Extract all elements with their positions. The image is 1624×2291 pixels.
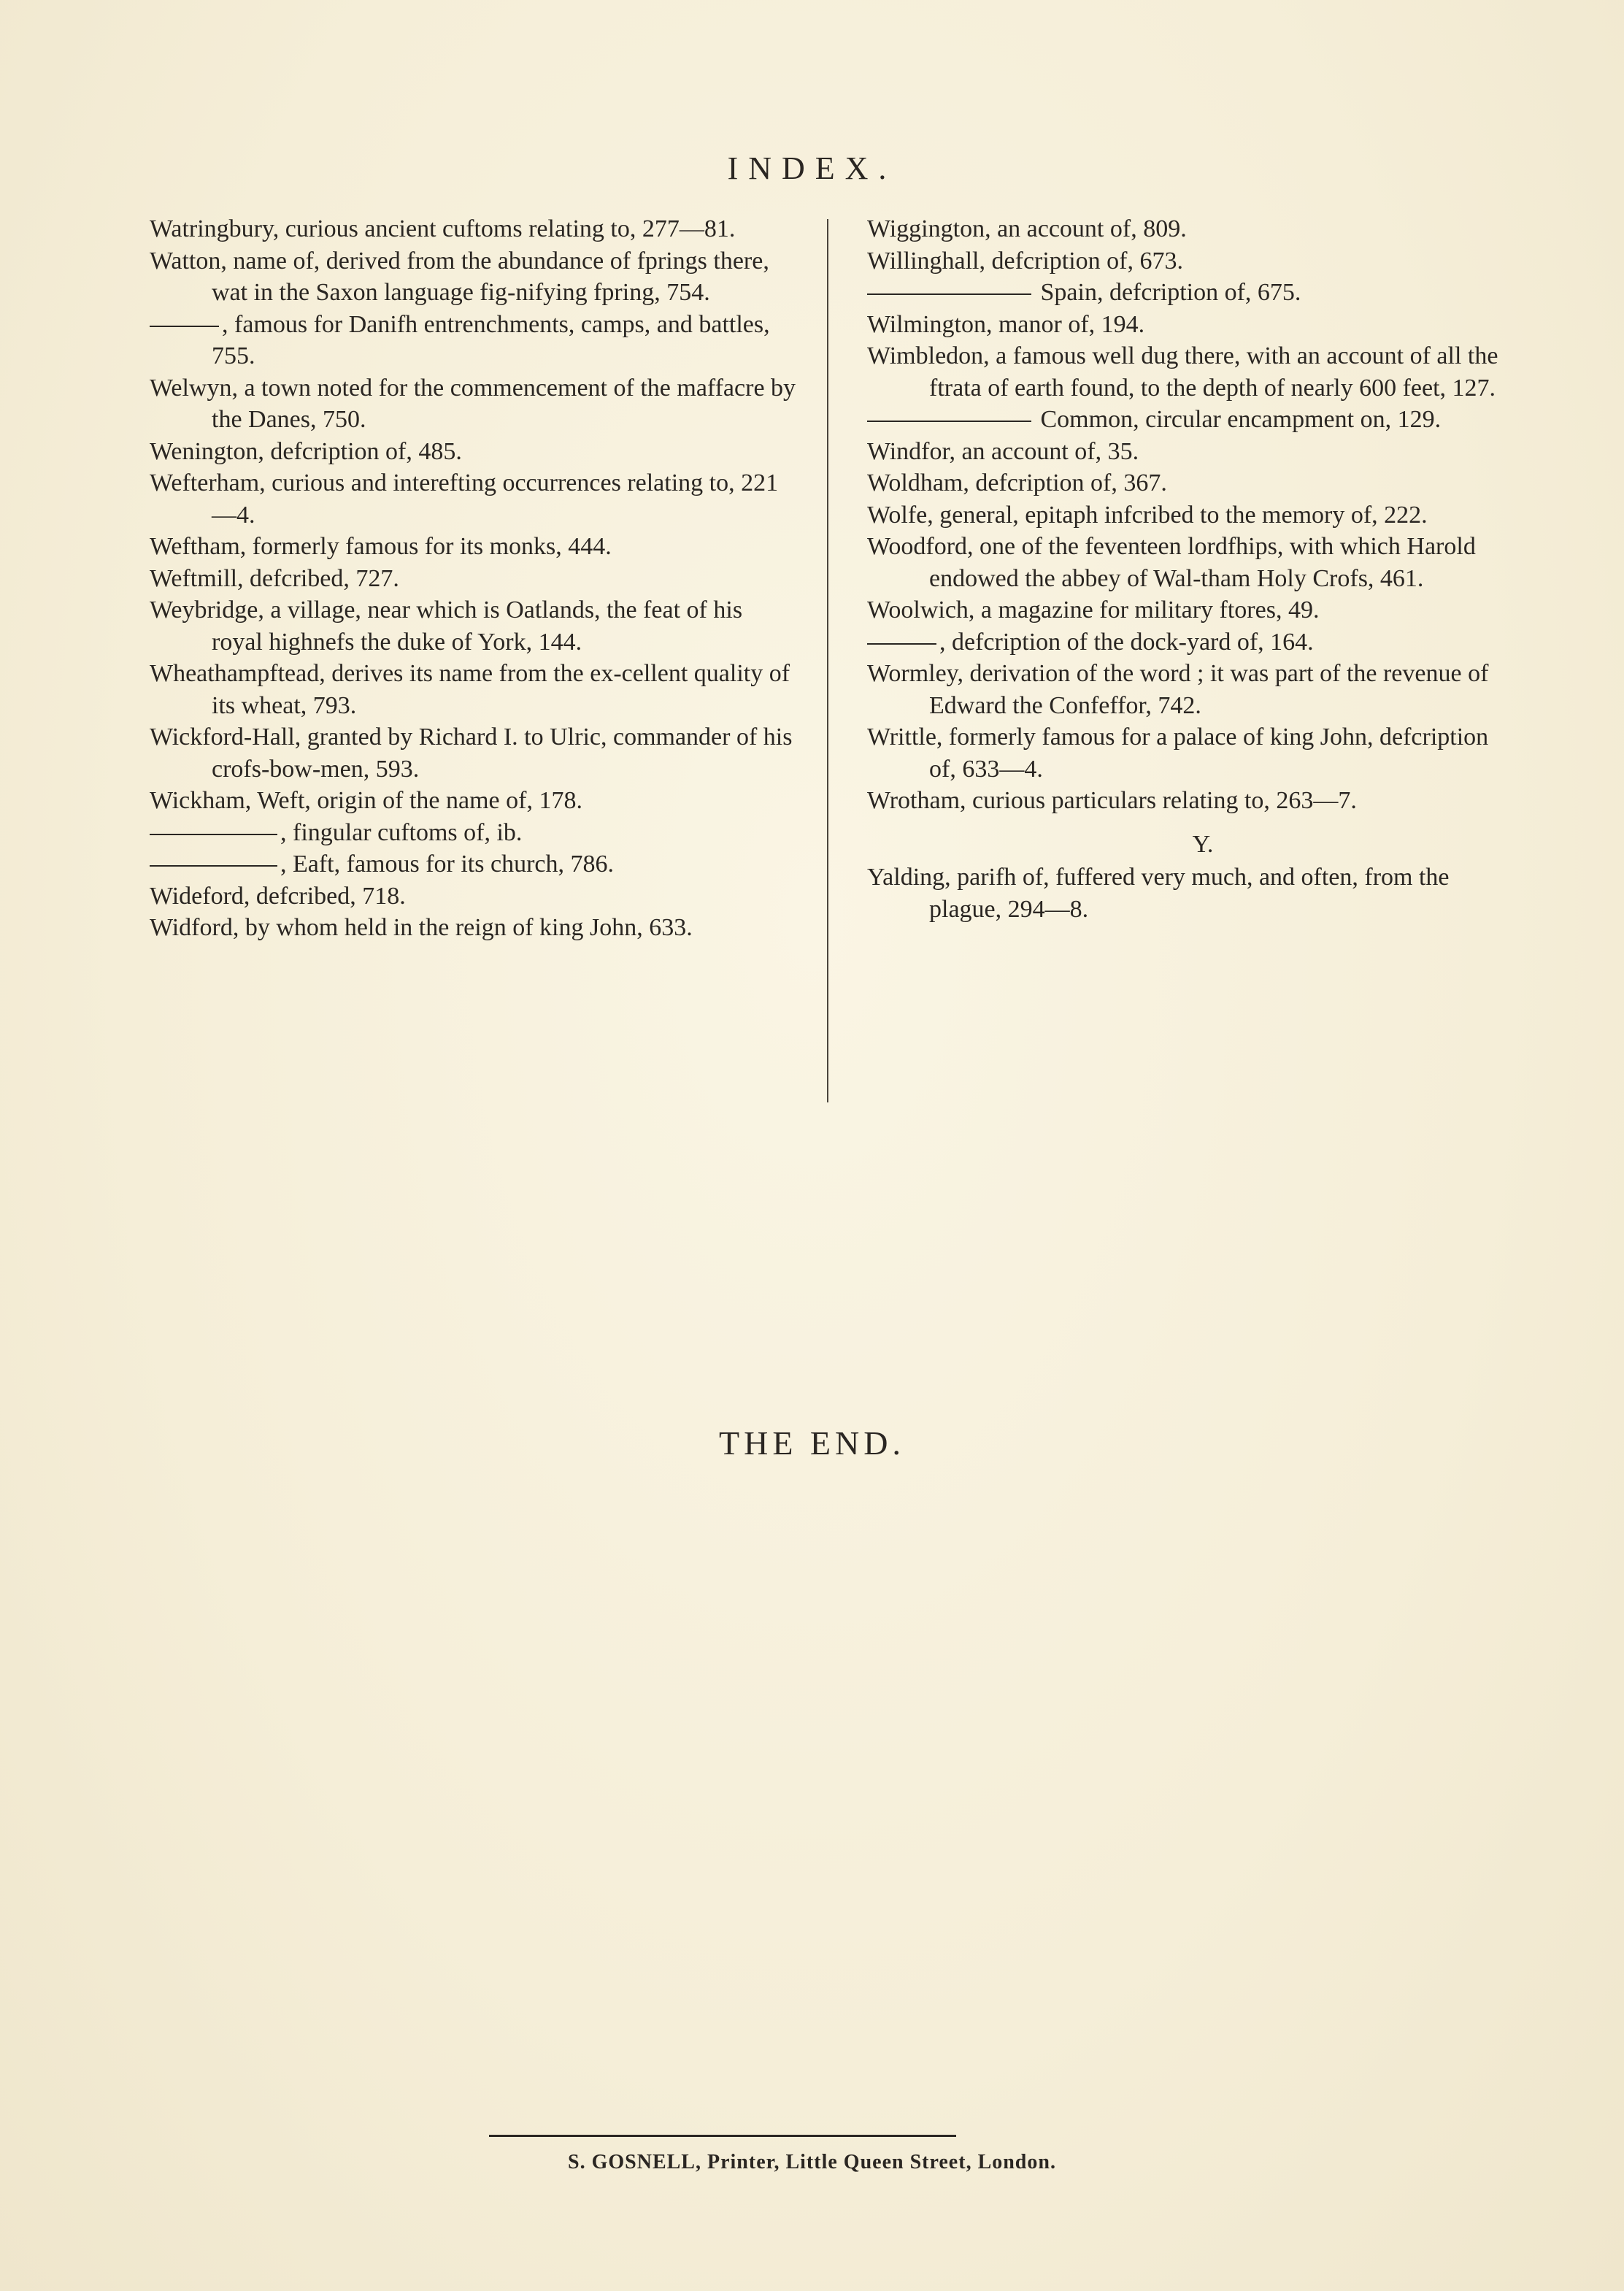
right-column-entries <box>867 213 1509 817</box>
index-entry <box>150 658 799 721</box>
index-entry-text: Wolfe, general, epitaph infcribed to the memory of, 222. <box>867 501 1428 529</box>
index-entry-text: Writtle, formerly famous for a palace of king John, defcription of, 633—4. <box>867 724 1489 783</box>
index-entry <box>150 309 799 372</box>
index-entry-text: Willinghall, defcription of, 673. <box>867 247 1183 275</box>
page-title: INDEX. <box>727 150 897 186</box>
index-entry-text: Spain, defcription of, 675. <box>1040 279 1301 306</box>
index-column-right <box>867 213 1509 925</box>
printer-imprint: S. GOSNELL, Printer, Little Queen Street, London. <box>568 2151 1056 2173</box>
index-entry-text: Watton, name of, derived from the abundance of fprings there, wat in the Saxon language fig-nifying fpring, 754. <box>150 247 769 306</box>
index-entry-text: Wideford, defcribed, 718. <box>150 882 406 910</box>
ditto-rule <box>867 293 1031 295</box>
index-entry <box>867 245 1509 277</box>
index-entry-text: , Eaft, famous for its church, 786. <box>280 851 614 878</box>
index-entry-text: Woolwich, a magazine for military ftores, 49. <box>867 596 1320 623</box>
index-entry-text: Wickford-Hall, granted by Richard I. to Ulric, commander of his crofs-bow-men, 593. <box>150 724 793 783</box>
index-entry-text: Wickham, Weft, origin of the name of, 178. <box>150 787 582 814</box>
index-entry <box>150 912 799 944</box>
index-entry <box>867 594 1509 626</box>
section-letter-y: Y. <box>1192 830 1214 858</box>
index-entry-text: Wiggington, an account of, 809. <box>867 215 1187 242</box>
index-entry-text: Wrotham, curious particulars relating to, 263—7. <box>867 787 1357 814</box>
index-entry <box>867 499 1509 532</box>
index-entry <box>150 721 799 785</box>
index-entry <box>867 404 1509 436</box>
index-entry-text: Common, circular encampment on, 129. <box>1040 406 1442 433</box>
index-entry <box>867 340 1509 404</box>
index-entry <box>867 785 1509 817</box>
imprint-rule <box>489 2135 956 2137</box>
index-entry <box>867 658 1509 721</box>
index-entry <box>867 626 1509 659</box>
ditto-rule <box>867 421 1031 422</box>
index-entry-text: Wheathampftead, derives its name from the ex-cellent quality of its wheat, 793. <box>150 660 790 719</box>
index-entry-text: Woodford, one of the feventeen lordfhips, with which Harold endowed the abbey of Wal-tham Holy Crofs, 461. <box>867 533 1476 592</box>
index-entry <box>150 531 799 563</box>
index-entry <box>150 372 799 436</box>
index-entry-text: Widford, by whom held in the reign of king John, 633. <box>150 914 693 941</box>
index-entry-text: Wormley, derivation of the word ; it was part of the revenue of Edward the Confeffor, 742. <box>867 660 1489 719</box>
index-entry-text: , fingular cuftoms of, ib. <box>280 818 523 846</box>
index-entry-text: Wimbledon, a famous well dug there, with an account of all the ftrata of earth found, to the depth of nearly 600 feet, 127. <box>867 342 1498 402</box>
ditto-rule <box>150 326 219 327</box>
index-entry <box>150 467 799 531</box>
index-entry <box>867 213 1509 245</box>
index-column-left <box>150 213 799 944</box>
index-entry-text: Woldham, defcription of, 367. <box>867 469 1167 496</box>
index-entry <box>150 563 799 595</box>
index-entry-text: , famous for Danifh entrenchments, camps, and battles, 755. <box>212 310 770 369</box>
index-entry-text: Welwyn, a town noted for the commencement of the maffacre by the Danes, 750. <box>150 374 796 433</box>
index-entry-text: Wilmington, manor of, 194. <box>867 310 1145 338</box>
ditto-rule <box>867 643 936 645</box>
ditto-rule <box>150 834 277 835</box>
index-entry <box>867 436 1509 468</box>
index-entry-text: Weftmill, defcribed, 727. <box>150 564 399 592</box>
index-entry-text: Wefterham, curious and interefting occurrences relating to, 221—4. <box>150 469 779 529</box>
the-end-text: THE END. <box>719 1424 905 1462</box>
index-entry-text: Windfor, an account of, 35. <box>867 437 1139 465</box>
column-divider <box>827 219 828 1102</box>
index-entry <box>150 436 799 468</box>
index-entry-text: Yalding, parifh of, fuffered very much, and often, from the plague, 294—8. <box>867 864 1450 923</box>
index-entry <box>867 467 1509 499</box>
index-entry-text: Weftham, formerly famous for its monks, 444. <box>150 533 612 560</box>
index-entry-text: Weybridge, a village, near which is Oatlands, the feat of his royal highnefs the duke of York, 144. <box>150 596 743 656</box>
index-entry-text: , defcription of the dock-yard of, 164. <box>939 628 1314 656</box>
index-entry <box>150 785 799 817</box>
index-entry <box>867 721 1509 785</box>
index-entry <box>867 309 1509 341</box>
index-entry <box>150 848 799 880</box>
index-entry <box>150 817 799 849</box>
section-y-entries <box>867 861 1509 925</box>
index-entry-text: Watringbury, curious ancient cuftoms relating to, 277—81. <box>150 215 736 242</box>
index-entry <box>150 594 799 658</box>
ditto-rule <box>150 865 277 867</box>
index-entry-text: Wenington, defcription of, 485. <box>150 437 462 465</box>
index-entry <box>867 277 1509 309</box>
index-entry <box>150 880 799 913</box>
index-entry <box>150 245 799 309</box>
index-entry <box>150 213 799 245</box>
index-entry <box>867 861 1509 925</box>
index-entry <box>867 531 1509 594</box>
